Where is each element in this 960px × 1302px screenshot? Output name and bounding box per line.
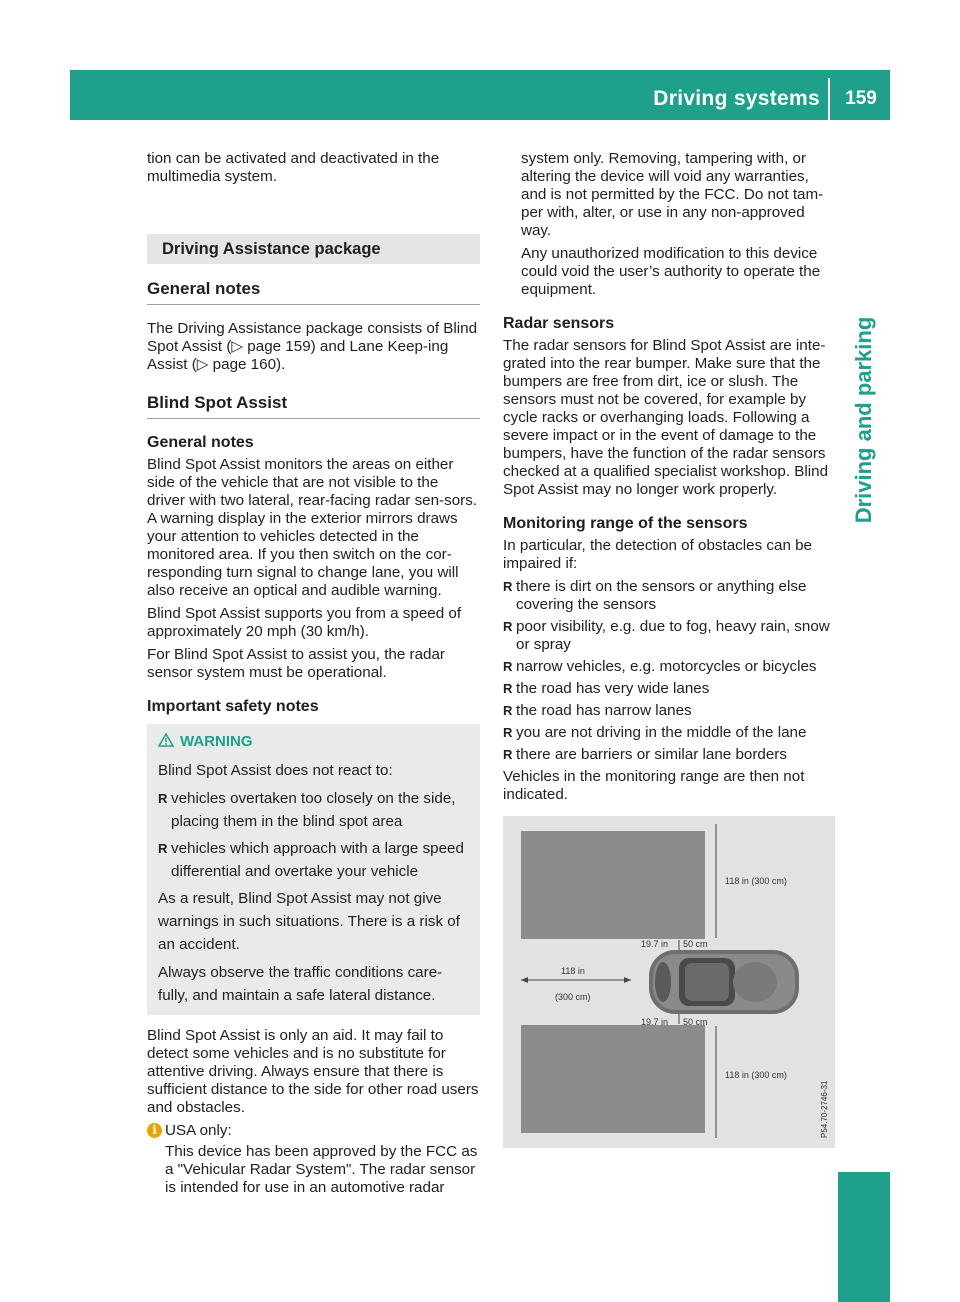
chapter-marker — [838, 1172, 890, 1302]
right-column — [503, 150, 835, 1148]
list-item: R you are not driving in the middle of the lane — [503, 724, 835, 742]
rear-range-cm-label: (300 cm) — [555, 992, 591, 1002]
warning-box — [147, 724, 480, 1015]
rear-range-inch-label: 118 in — [561, 966, 585, 976]
aid-paragraph: Blind Spot Assist is only an aid. It may fail to detect some vehicles and is no substitute for attentive driving. Always ensure that there is sufficient distance to the side for other road users and obstacles. — [147, 1026, 479, 1116]
info-icon: i — [147, 1123, 162, 1138]
safety-notes-heading: Important safety notes — [147, 698, 319, 715]
warning-paragraph-1: As a result, Blind Spot Assist may not give warnings in such situations. There is a risk of an accident. — [158, 889, 460, 953]
radar-sensors-heading: Radar sensors — [503, 315, 615, 332]
bsa-paragraph-3: For Blind Spot Assist to assist you, the radar sensor system must be operational. — [147, 646, 445, 681]
bsa-paragraph-1: Blind Spot Assist monitors the areas on either side of the vehicle that are not visible to the driver with two lateral, rear-facing radar sen-sors. A warning display in the exterior mirrors draws your attention to vehicles detected in the monitored area. If you then switch on the cor-responding turn signal to change lane, you will also receive an optical and audible warning. — [147, 456, 478, 599]
list-item: R the road has very wide lanes — [503, 680, 835, 698]
bottom-gap-inch-label: 19.7 in — [641, 1017, 669, 1027]
bottom-gap-cm-label: 50 cm — [683, 1017, 708, 1027]
warning-title: WARNING — [180, 733, 253, 750]
bottom-range-label: 118 in (300 cm) — [725, 1070, 787, 1080]
list-item: R vehicles overtaken too closely on the side, placing them in the blind spot area — [158, 787, 472, 833]
warning-list — [158, 787, 472, 883]
chapter-tab — [838, 305, 890, 535]
section-heading: Driving Assistance package — [147, 234, 480, 264]
left-column — [147, 150, 480, 1202]
monitoring-outro: Vehicles in the monitoring range are then not indicated. — [503, 768, 805, 803]
radar-sensors-text: The radar sensors for Blind Spot Assist are inte-grated into the rear bumper. Make sure that the bumpers are free from dirt, ice or slush. The sensors must not be covered, for example by cycle racks or overhanging loads. Following a severe impact or in the event of damage to the bumpers, have the function of the radar sensors checked at a qualified specialist workshop. Blind Spot Assist may no longer work properly. — [503, 337, 829, 498]
list-item: R there is dirt on the sensors or anything else covering the sensors — [503, 578, 835, 614]
header-divider — [828, 78, 830, 120]
monitoring-intro: In particular, the detection of obstacles can be impaired if: — [503, 537, 813, 572]
sensor-range-diagram — [503, 816, 835, 1148]
top-detection-zone — [521, 831, 705, 939]
general-notes-heading: General notes — [147, 280, 480, 305]
warning-paragraph-2: Always observe the traffic conditions care-fully, and maintain a safe lateral distance. — [158, 963, 443, 1004]
warning-title-row — [158, 730, 472, 754]
top-gap-cm-label: 50 cm — [683, 939, 708, 949]
chapter-tab-label: Driving and parking — [851, 316, 876, 524]
list-item: R there are barriers or similar lane borders — [503, 746, 835, 764]
usa-label: USA only: — [165, 1121, 232, 1139]
top-range-label: 118 in (300 cm) — [725, 876, 787, 886]
list-item: R the road has narrow lanes — [503, 702, 835, 720]
car-top-view — [649, 950, 799, 1014]
list-item: R narrow vehicles, e.g. motorcycles or bicycles — [503, 658, 835, 676]
warning-triangle-icon — [158, 731, 174, 754]
sensor-range-figure — [503, 816, 835, 1148]
bottom-detection-zone — [521, 1025, 705, 1133]
figure-code: P54.70-2746-31 — [820, 1080, 829, 1138]
blind-spot-assist-heading: Blind Spot Assist — [147, 394, 480, 419]
top-gap-inch-label: 19.7 in — [641, 939, 669, 949]
usa-note — [147, 1122, 480, 1197]
section-title: Driving systems — [653, 87, 820, 110]
header-bar — [70, 70, 890, 120]
list-item: R poor visibility, e.g. due to fog, heavy rain, snow or spray — [503, 618, 835, 654]
page-number: 159 — [845, 88, 877, 109]
fcc-paragraph-2: Any unauthorized modification to this device could void the user’s authority to operate the equipment. — [521, 245, 821, 298]
general-notes-text: The Driving Assistance package consists of Blind Spot Assist (▷ page 159) and Lane Keep-ing Assist (▷ page 160). — [147, 320, 478, 373]
monitoring-range-heading: Monitoring range of the sensors — [503, 515, 748, 532]
warning-intro: Blind Spot Assist does not react to: — [158, 761, 393, 779]
usa-text: This device has been approved by the FCC as a "Vehicular Radar System". The radar sensor is intended for use in an automotive radar — [165, 1142, 478, 1196]
intro-paragraph: tion can be activated and deactivated in the multimedia system. — [147, 150, 440, 185]
fcc-note-continued — [503, 150, 835, 299]
monitoring-list — [503, 578, 835, 764]
list-item: R vehicles which approach with a large speed differential and overtake your vehicle — [158, 837, 472, 883]
bsa-paragraph-2: Blind Spot Assist supports you from a speed of approximately 20 mph (30 km/h). — [147, 605, 462, 640]
bsa-general-notes-heading: General notes — [147, 434, 254, 451]
fcc-paragraph-1: system only. Removing, tampering with, or altering the device will void any warranties, and is not permitted by the FCC. Do not tam-per with, alter, or use in any non-approved way. — [521, 150, 824, 239]
